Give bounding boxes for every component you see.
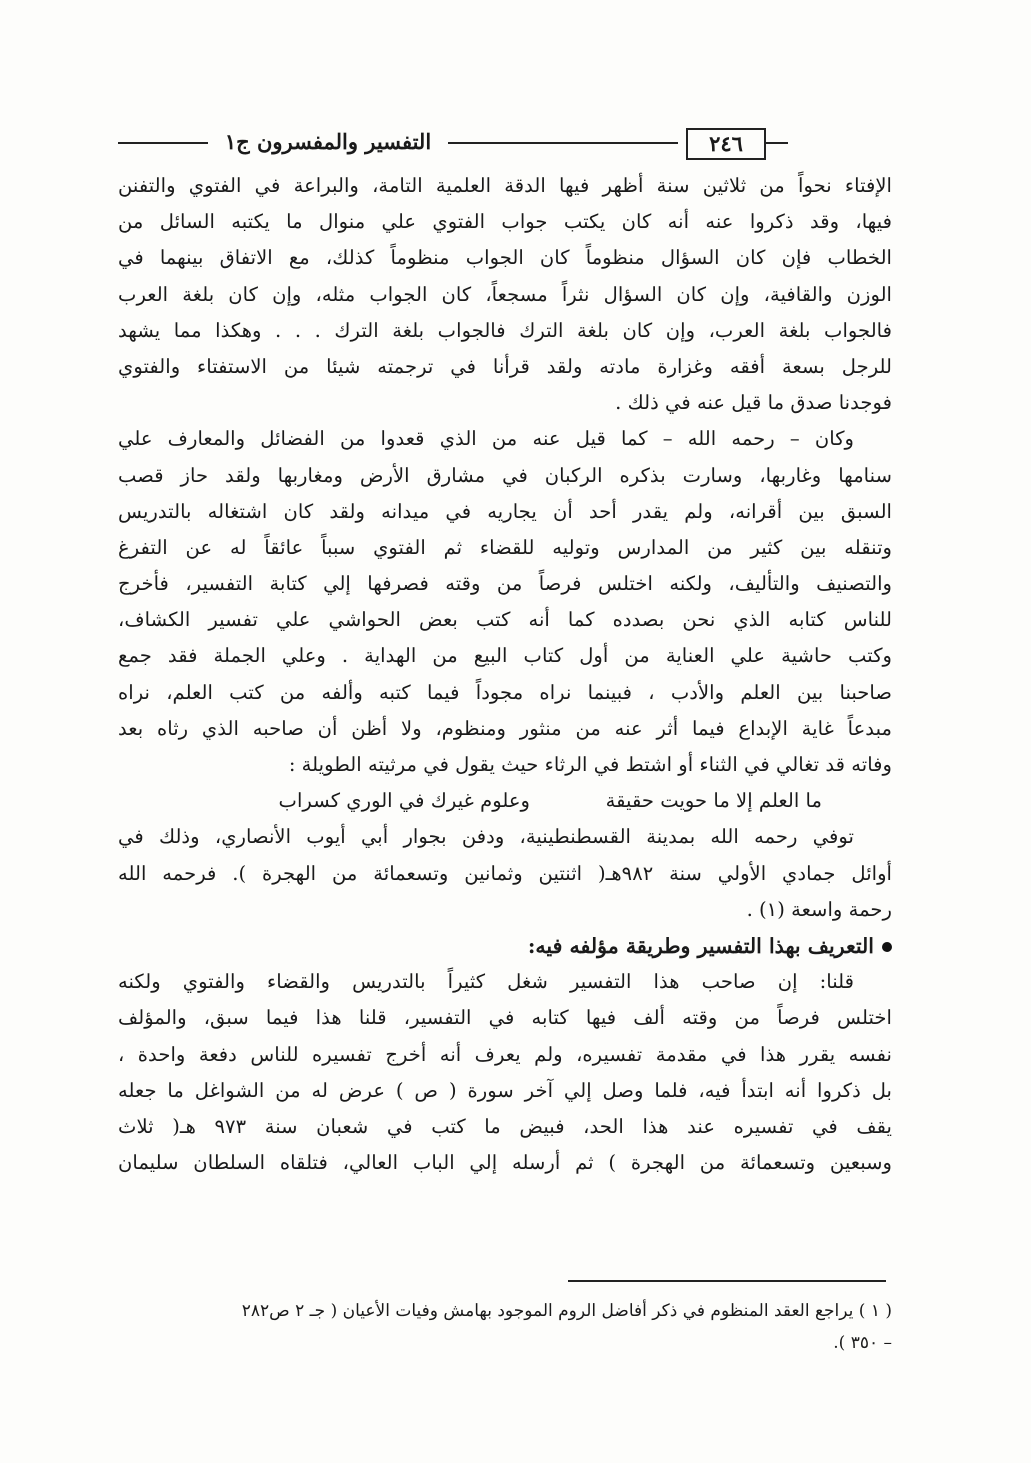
- body-line: للرجل بسعة أفقه وغزارة مادته ولقد قرأنا في ترجمته شيئا من الاستفتاء والفتوي: [118, 354, 892, 378]
- page-number: ٢٤٦: [686, 128, 766, 160]
- body-line: الإفتاء نحواً من ثلاثين سنة أظهر فيها الدقة العلمية التامة، والبراعة في الفتوي والتفنن: [118, 174, 892, 197]
- body-line: والتصنيف والتأليف، ولكنه اختلس فرصاً من وقته فصرفها إلي كتابة التفسير، فأخرج: [118, 572, 892, 596]
- body-text: [118, 168, 892, 1181]
- body-line: وسبعين وتسعمائة من الهجرة ) ثم أرسله إلي الباب العالي، فتلقاه السلطان سليمان: [118, 1151, 892, 1175]
- body-line: توفي رحمه الله بمدينة القسطنطينية، ودفن بجوار أبي أيوب الأنصاري، وذلك في: [118, 825, 854, 849]
- body-line: رحمة واسعة (١) .: [746, 897, 892, 921]
- body-line: قلنا: إن صاحب هذا التفسير شغل كثيراً بالتدريس والقضاء والفتوي ولكنه: [118, 970, 854, 994]
- header-rule-middle: [448, 142, 678, 144]
- section-heading-text: التعريف بهذا التفسير وطريقة مؤلفه فيه:: [527, 933, 874, 958]
- footnote: [118, 1295, 892, 1359]
- footnote-separator: [568, 1280, 886, 1282]
- section-heading: [118, 928, 892, 964]
- body-line: وتنقله بين كثير من المدارس وتوليه للقضاء ثم الفتوي سبباً عائقاً له عن التفرغ: [118, 535, 892, 559]
- verse-hemistich-first: ما العلم إلا ما حويت حقيقة: [605, 789, 822, 813]
- body-line: وكان – رحمه الله – كما قيل عنه من الذي قعدوا من الفضائل والمعارف علي: [118, 427, 854, 451]
- bullet-icon: [882, 942, 892, 952]
- body-line: نفسه يقرر هذا في مقدمة تفسيره، ولم يعرف أنه أخرج تفسيره للناس دفعة واحدة ،: [118, 1042, 892, 1066]
- body-line: أوائل جمادي الأولي سنة ٩٨٢هـ( اثنتين وثمانين وتسعمائة من الهجرة ). فرحمه الله: [118, 861, 892, 885]
- body-line: وفاته قد تغالي في الثناء أو اشتط في الرثاء حيث يقول في مرثيته الطويلة :: [288, 753, 892, 776]
- verse-hemistich-second: وعلوم غيرك في الوري كسراب: [278, 789, 530, 813]
- running-title: التفسير والمفسرون ج١: [224, 129, 432, 154]
- body-line: صاحبنا بين العلم والأدب ، فبينما نراه مجوداً فيما كتبه وألفه من كتب العلم، نراه: [118, 680, 892, 704]
- body-line: الوزن والقافية، وإن كان السؤال نثراً مسجعاً، كان الجواب مثله، وإن كان بلغة العرب: [118, 282, 892, 306]
- body-line: وكتب حاشية علي العناية من أول كتاب البيع من الهداية . وعلي الجملة فقد جمع: [118, 644, 892, 668]
- body-line: فوجدنا صدق ما قيل عنه في ذلك .: [615, 391, 892, 415]
- body-line: فالجواب بلغة العرب، وإن كان بلغة الترك فالجواب بلغة الترك . . . وهكذا مما يشهد: [118, 318, 892, 342]
- footnote-line: – ٣٥٠ ).: [833, 1333, 892, 1353]
- body-line: يقف في تفسيره عند هذا الحد، فبيض ما كتب في شعبان سنة ٩٧٣ هـ( ثلاث: [118, 1114, 892, 1138]
- body-line: مبدعاً غاية الإبداع فيما أثر عنه من منثور ومنظوم، ولا أظن أن صاحبه الذي رثاه بعد: [118, 716, 892, 740]
- body-line: السبق بين أقرانه، ولم يقدر أحد أن يجاريه في ميدانه ولقد كان اشتغاله بالتدريس: [118, 499, 892, 523]
- header-rule-left: [118, 142, 208, 144]
- body-line: الخطاب فإن كان السؤال منظوماً كان الجواب منظوماً كذلك، مع الاتفاق بينهما في: [118, 246, 892, 270]
- header-rule-right: [764, 142, 788, 144]
- body-line: سنامها وغاربها، وسارت بذكره الركبان في مشارق الأرض ومغاربها ولقد حاز قصب: [118, 463, 892, 487]
- body-line: فيها، وقد ذكروا عنه أنه كان يكتب جواب الفتوي علي منوال ما يكتبه السائل من: [118, 210, 892, 234]
- body-line: اختلس فرصاً من وقته ألف فيها كتابه في التفسير، قلنا هذا فيما سبق، والمؤلف: [118, 1006, 892, 1030]
- page-header: [118, 126, 892, 170]
- body-line: بل ذكروا أنه ابتدأ فيه، فلما وصل إلي آخر سورة ( ص ) عرض له من الشواغل ما جعله: [118, 1078, 892, 1102]
- footnote-line: ( ١ ) يراجع العقد المنظوم في ذكر أفاضل الروم الموجود بهامش وفيات الأعيان ( جـ ٢ ص٢٨٢: [241, 1301, 892, 1321]
- body-line: للناس كتابه الذي نحن بصدده كما أنه كتب بعض الحواشي علي تفسير الكشاف،: [118, 608, 892, 632]
- poetry-verse: [118, 783, 892, 819]
